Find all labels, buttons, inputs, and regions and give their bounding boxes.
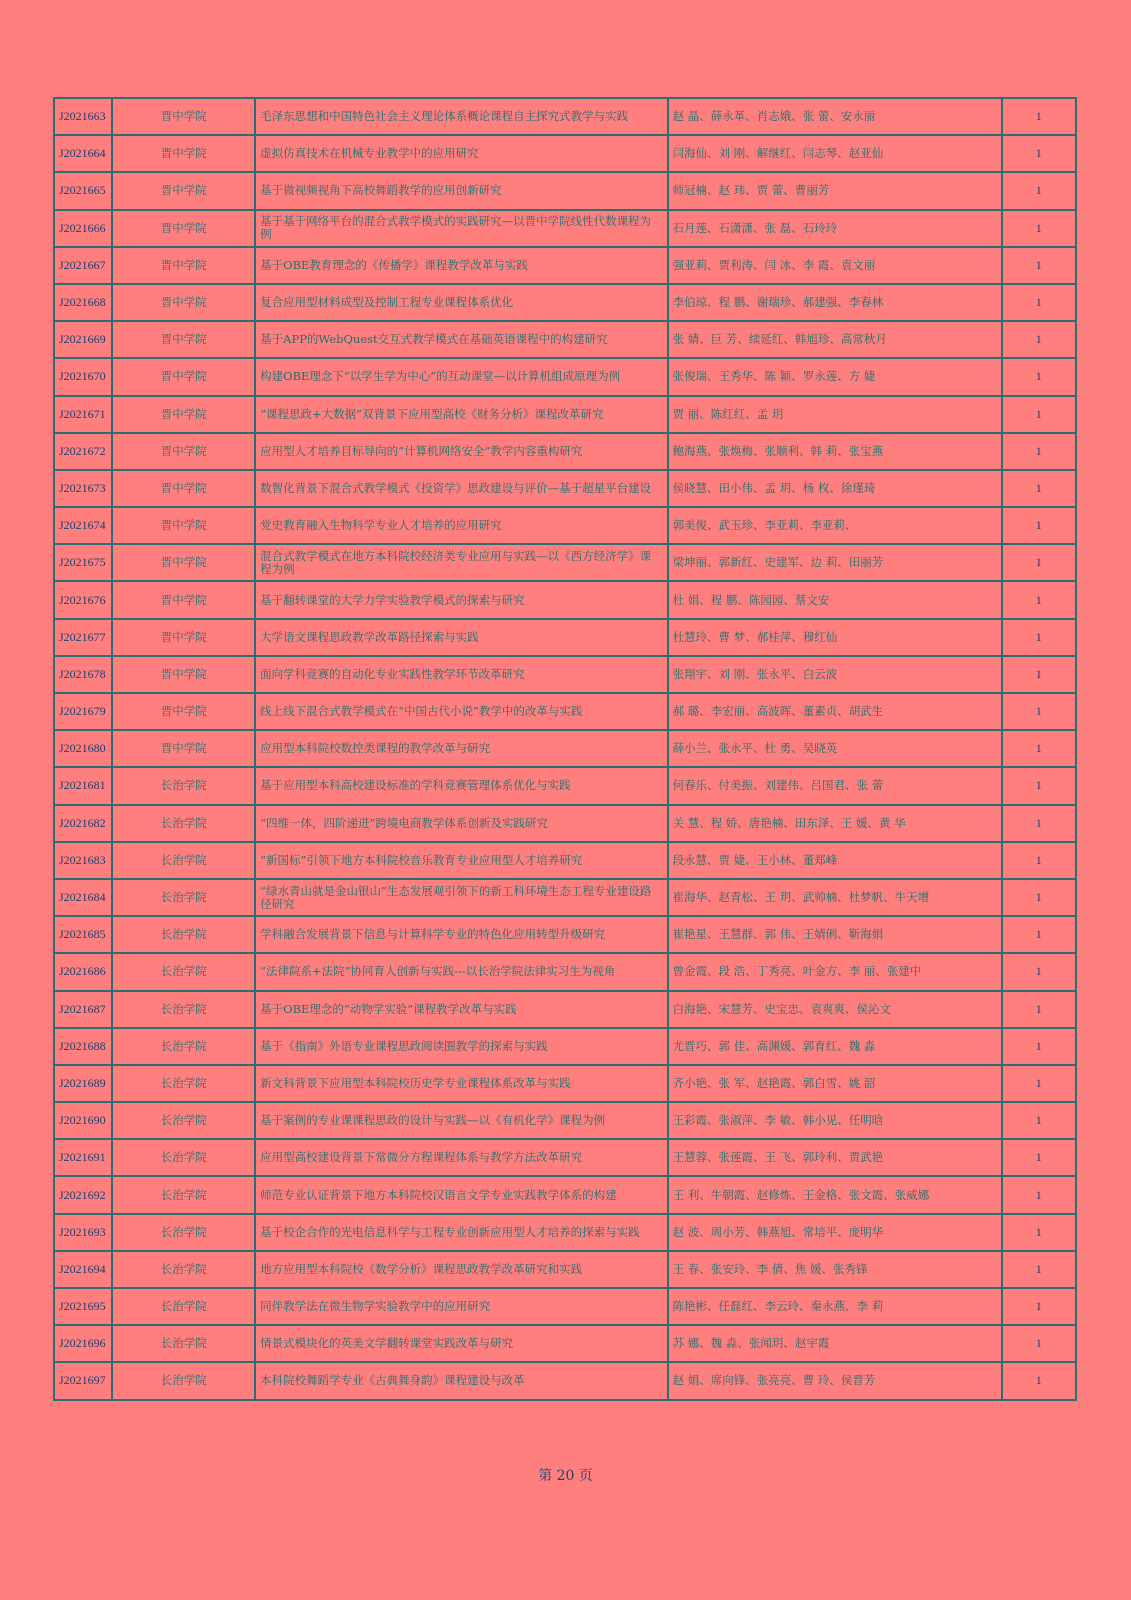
institution-cell: 长治学院 (112, 916, 255, 953)
count-cell: 1 (1002, 98, 1076, 135)
project-id-cell: J2021679 (54, 693, 112, 730)
count-cell: 1 (1002, 1176, 1076, 1213)
count-cell: 1 (1002, 172, 1076, 209)
table-row (54, 1065, 1076, 1102)
table-row (54, 507, 1076, 544)
count-cell: 1 (1002, 135, 1076, 172)
project-title-cell: 基于案例的专业课课程思政的设计与实践—以《有机化学》课程为例 (255, 1102, 667, 1139)
institution-cell: 长治学院 (112, 1028, 255, 1065)
table-row (54, 693, 1076, 730)
members-cell: 强亚莉、贾利涛、闫 冰、李 霞、袁文丽 (668, 247, 1002, 284)
table-row (54, 1176, 1076, 1213)
members-cell: 张 婧、巨 芳、续延红、韩旭珍、高常秋月 (668, 321, 1002, 358)
count-cell: 1 (1002, 842, 1076, 879)
project-id-cell: J2021688 (54, 1028, 112, 1065)
institution-cell: 晋中学院 (112, 470, 255, 507)
project-title-cell: “绿水青山就是金山银山”生态发展观引领下的新工科环境生态工程专业建设路径研究 (255, 879, 667, 916)
count-cell: 1 (1002, 544, 1076, 581)
project-id-cell: J2021693 (54, 1214, 112, 1251)
project-id-cell: J2021686 (54, 953, 112, 990)
table-row (54, 433, 1076, 470)
table-row (54, 98, 1076, 135)
table-row (54, 544, 1076, 581)
count-cell: 1 (1002, 284, 1076, 321)
institution-cell: 晋中学院 (112, 135, 255, 172)
members-cell: 王 春、张安玲、李 倩、焦 媛、张秀锋 (668, 1251, 1002, 1288)
page-footer: 第 20 页 (538, 1468, 593, 1484)
project-id-cell: J2021672 (54, 433, 112, 470)
members-cell: 白海艳、宋慧芳、史宝忠、袁爽爽、侯沁文 (668, 991, 1002, 1028)
project-table-body (54, 98, 1076, 1400)
project-title-cell: 师范专业认证背景下地方本科院校汉语言文学专业实践教学体系的构建 (255, 1176, 667, 1213)
count-cell: 1 (1002, 1362, 1076, 1399)
project-id-cell: J2021668 (54, 284, 112, 321)
project-id-cell: J2021670 (54, 358, 112, 395)
institution-cell: 长治学院 (112, 1288, 255, 1325)
table-row (54, 470, 1076, 507)
institution-cell: 晋中学院 (112, 396, 255, 433)
institution-cell: 长治学院 (112, 1362, 255, 1399)
institution-cell: 长治学院 (112, 879, 255, 916)
project-id-cell: J2021696 (54, 1325, 112, 1362)
count-cell: 1 (1002, 210, 1076, 247)
institution-cell: 晋中学院 (112, 693, 255, 730)
project-title-cell: 同伴教学法在微生物学实验教学中的应用研究 (255, 1288, 667, 1325)
project-id-cell: J2021671 (54, 396, 112, 433)
table-row (54, 396, 1076, 433)
institution-cell: 长治学院 (112, 1065, 255, 1102)
count-cell: 1 (1002, 656, 1076, 693)
members-cell: 赵 波、周小芳、韩燕旭、常培平、庞明华 (668, 1214, 1002, 1251)
table-row (54, 1362, 1076, 1399)
project-table-container (53, 97, 1077, 1401)
institution-cell: 晋中学院 (112, 544, 255, 581)
count-cell: 1 (1002, 1139, 1076, 1176)
project-id-cell: J2021665 (54, 172, 112, 209)
project-id-cell: J2021663 (54, 98, 112, 135)
project-id-cell: J2021677 (54, 619, 112, 656)
project-title-cell: 数智化背景下混合式教学模式《投资学》思政建设与评价—基于超星平台建设 (255, 470, 667, 507)
institution-cell: 晋中学院 (112, 619, 255, 656)
members-cell: 李伯琼、程 鹏、谢瑞珍、郝建强、李春林 (668, 284, 1002, 321)
project-title-cell: 应用型本科院校数控类课程的教学改革与研究 (255, 730, 667, 767)
table-row (54, 656, 1076, 693)
count-cell: 1 (1002, 396, 1076, 433)
members-cell: 王 利、牛朝霞、赵修炼、王金格、张文霞、张威娜 (668, 1176, 1002, 1213)
table-row (54, 581, 1076, 618)
project-title-cell: “法律院系+法院”协同育人创新与实践---以长治学院法律实习生为视角 (255, 953, 667, 990)
project-title-cell: 本科院校舞蹈学专业《古典舞身韵》课程建设与改革 (255, 1362, 667, 1399)
project-title-cell: 基于翻转课堂的大学力学实验教学模式的探索与研究 (255, 581, 667, 618)
institution-cell: 晋中学院 (112, 321, 255, 358)
project-title-cell: 基于OBE教育理念的《传播学》课程教学改革与实践 (255, 247, 667, 284)
count-cell: 1 (1002, 470, 1076, 507)
members-cell: 师冠楠、赵 玮、贾 蕾、曹丽芳 (668, 172, 1002, 209)
count-cell: 1 (1002, 767, 1076, 804)
members-cell: 薛小兰、张永平、杜 勇、吴晓英 (668, 730, 1002, 767)
project-id-cell: J2021687 (54, 991, 112, 1028)
table-row (54, 1251, 1076, 1288)
project-title-cell: 情景式模块化的英美文学翻转课堂实践改革与研究 (255, 1325, 667, 1362)
table-row (54, 172, 1076, 209)
institution-cell: 晋中学院 (112, 98, 255, 135)
institution-cell: 晋中学院 (112, 730, 255, 767)
table-row (54, 1325, 1076, 1362)
institution-cell: 长治学院 (112, 1251, 255, 1288)
members-cell: 赵 娟、席向锋、张亮亮、曹 玲、侯晋芳 (668, 1362, 1002, 1399)
institution-cell: 长治学院 (112, 1176, 255, 1213)
institution-cell: 晋中学院 (112, 284, 255, 321)
members-cell: 王彩霞、张淑萍、李 敏、韩小见、任明晗 (668, 1102, 1002, 1139)
members-cell: 鲍海燕、张焕梅、张顺利、韩 莉、张宝燕 (668, 433, 1002, 470)
project-table (53, 97, 1077, 1401)
project-id-cell: J2021691 (54, 1139, 112, 1176)
project-id-cell: J2021676 (54, 581, 112, 618)
project-title-cell: 学科融合发展背景下信息与计算科学专业的特色化应用转型升级研究 (255, 916, 667, 953)
project-title-cell: 构建OBE理念下“以学生学为中心”的互动课堂—以计算机组成原理为例 (255, 358, 667, 395)
institution-cell: 长治学院 (112, 767, 255, 804)
count-cell: 1 (1002, 805, 1076, 842)
members-cell: 曾金霞、段 浩、丁秀亮、叶金方、李 丽、张建中 (668, 953, 1002, 990)
members-cell: 陈艳彬、任磊红、李云玲、秦永燕、李 莉 (668, 1288, 1002, 1325)
project-title-cell: 基于《指南》外语专业课程思政阅读圈教学的探索与实践 (255, 1028, 667, 1065)
project-id-cell: J2021697 (54, 1362, 112, 1399)
institution-cell: 长治学院 (112, 805, 255, 842)
table-row (54, 247, 1076, 284)
institution-cell: 长治学院 (112, 1102, 255, 1139)
project-title-cell: 应用型人才培养目标导向的“计算机网络安全”教学内容重构研究 (255, 433, 667, 470)
institution-cell: 晋中学院 (112, 210, 255, 247)
count-cell: 1 (1002, 433, 1076, 470)
project-id-cell: J2021685 (54, 916, 112, 953)
table-row (54, 953, 1076, 990)
project-id-cell: J2021666 (54, 210, 112, 247)
table-row (54, 730, 1076, 767)
project-title-cell: 基于应用型本科高校建设标准的学科竞赛管理体系优化与实践 (255, 767, 667, 804)
table-row (54, 879, 1076, 916)
project-id-cell: J2021680 (54, 730, 112, 767)
project-id-cell: J2021695 (54, 1288, 112, 1325)
project-title-cell: 面向学科竞赛的自动化专业实践性教学环节改革研究 (255, 656, 667, 693)
count-cell: 1 (1002, 991, 1076, 1028)
project-id-cell: J2021684 (54, 879, 112, 916)
institution-cell: 晋中学院 (112, 247, 255, 284)
count-cell: 1 (1002, 1214, 1076, 1251)
count-cell: 1 (1002, 619, 1076, 656)
project-id-cell: J2021694 (54, 1251, 112, 1288)
count-cell: 1 (1002, 247, 1076, 284)
institution-cell: 晋中学院 (112, 581, 255, 618)
project-title-cell: 基于APP的WebQuest交互式教学模式在基础英语课程中的构建研究 (255, 321, 667, 358)
count-cell: 1 (1002, 507, 1076, 544)
table-row (54, 767, 1076, 804)
count-cell: 1 (1002, 693, 1076, 730)
institution-cell: 晋中学院 (112, 358, 255, 395)
institution-cell: 长治学院 (112, 953, 255, 990)
project-id-cell: J2021689 (54, 1065, 112, 1102)
table-row (54, 1102, 1076, 1139)
project-id-cell: J2021682 (54, 805, 112, 842)
project-title-cell: 基于OBE理念的“动物学实验”课程教学改革与实践 (255, 991, 667, 1028)
members-cell: 杜 娟、程 鹏、陈园园、蔡文安 (668, 581, 1002, 618)
members-cell: 侯晓慧、田小伟、孟 玥、杨 枚、徐瑾琦 (668, 470, 1002, 507)
project-title-cell: “课程思政+大数据”双背景下应用型高校《财务分析》课程改革研究 (255, 396, 667, 433)
members-cell: 张翔宇、刘 刚、张永平、白云波 (668, 656, 1002, 693)
project-title-cell: 党史教育融入生物科学专业人才培养的应用研究 (255, 507, 667, 544)
count-cell: 1 (1002, 1028, 1076, 1065)
project-id-cell: J2021667 (54, 247, 112, 284)
institution-cell: 长治学院 (112, 1139, 255, 1176)
institution-cell: 晋中学院 (112, 656, 255, 693)
count-cell: 1 (1002, 1251, 1076, 1288)
project-title-cell: “新国标”引领下地方本科院校音乐教育专业应用型人才培养研究 (255, 842, 667, 879)
project-title-cell: “四维一体，四阶递进”跨境电商教学体系创新及实践研究 (255, 805, 667, 842)
project-id-cell: J2021673 (54, 470, 112, 507)
institution-cell: 晋中学院 (112, 433, 255, 470)
institution-cell: 长治学院 (112, 1325, 255, 1362)
project-title-cell: 基于校企合作的光电信息科学与工程专业创新应用型人才培养的探索与实践 (255, 1214, 667, 1251)
members-cell: 何春乐、付美振、刘建伟、吕国君、张 蕾 (668, 767, 1002, 804)
project-title-cell: 大学语文课程思政教学改革路径探索与实践 (255, 619, 667, 656)
table-row (54, 321, 1076, 358)
project-id-cell: J2021674 (54, 507, 112, 544)
project-title-cell: 基于微视频视角下高校舞蹈教学的应用创新研究 (255, 172, 667, 209)
members-cell: 张俊瑞、王秀华、陈 颖、罗永莲、方 婕 (668, 358, 1002, 395)
institution-cell: 长治学院 (112, 842, 255, 879)
members-cell: 杜慧玲、曹 梦、郝桂萍、穆红仙 (668, 619, 1002, 656)
project-title-cell: 虚拟仿真技术在机械专业教学中的应用研究 (255, 135, 667, 172)
members-cell: 赵 晶、薛永革、肖志娥、张 蕾、安永丽 (668, 98, 1002, 135)
project-id-cell: J2021678 (54, 656, 112, 693)
table-row (54, 358, 1076, 395)
table-row (54, 1139, 1076, 1176)
members-cell: 崔艳星、王慧群、郭 伟、王婧俐、靳海娟 (668, 916, 1002, 953)
institution-cell: 晋中学院 (112, 172, 255, 209)
count-cell: 1 (1002, 879, 1076, 916)
project-id-cell: J2021692 (54, 1176, 112, 1213)
project-id-cell: J2021683 (54, 842, 112, 879)
table-row (54, 135, 1076, 172)
project-title-cell: 毛泽东思想和中国特色社会主义理论体系概论课程自主探究式教学与实践 (255, 98, 667, 135)
project-title-cell: 混合式教学模式在地方本科院校经济类专业应用与实践—以《西方经济学》课程为例 (255, 544, 667, 581)
institution-cell: 晋中学院 (112, 507, 255, 544)
table-row (54, 284, 1076, 321)
count-cell: 1 (1002, 1288, 1076, 1325)
project-title-cell: 应用型高校建设背景下常微分方程课程体系与教学方法改革研究 (255, 1139, 667, 1176)
count-cell: 1 (1002, 358, 1076, 395)
project-id-cell: J2021669 (54, 321, 112, 358)
count-cell: 1 (1002, 1102, 1076, 1139)
project-id-cell: J2021681 (54, 767, 112, 804)
project-id-cell: J2021664 (54, 135, 112, 172)
table-row (54, 1028, 1076, 1065)
table-row (54, 805, 1076, 842)
count-cell: 1 (1002, 1325, 1076, 1362)
project-title-cell: 复合应用型材料成型及控制工程专业课程体系优化 (255, 284, 667, 321)
count-cell: 1 (1002, 321, 1076, 358)
count-cell: 1 (1002, 1065, 1076, 1102)
members-cell: 王慧蓉、张莲霞、王 飞、郭玲利、贾武艳 (668, 1139, 1002, 1176)
count-cell: 1 (1002, 581, 1076, 618)
count-cell: 1 (1002, 953, 1076, 990)
count-cell: 1 (1002, 730, 1076, 767)
members-cell: 郭美俊、武玉珍、李亚莉、李亚莉、 (668, 507, 1002, 544)
members-cell: 尤晋巧、郭 佳、高渊媛、郭育红、魏 淼 (668, 1028, 1002, 1065)
members-cell: 贾 丽、陈红红、孟 玥 (668, 396, 1002, 433)
project-title-cell: 地方应用型本科院校《数学分析》课程思政教学改革研究和实践 (255, 1251, 667, 1288)
project-id-cell: J2021690 (54, 1102, 112, 1139)
members-cell: 郝 璐、李宏丽、高波晖、董素贞、胡武生 (668, 693, 1002, 730)
table-row (54, 619, 1076, 656)
members-cell: 苏 娜、魏 淼、张闻玥、赵宇霞 (668, 1325, 1002, 1362)
members-cell: 段永慧、贾 婕、王小林、董郑峰 (668, 842, 1002, 879)
members-cell: 崔海华、赵青松、王 玥、武帅楠、杜梦帆、牛天增 (668, 879, 1002, 916)
table-row (54, 1288, 1076, 1325)
project-title-cell: 线上线下混合式教学模式在“中国古代小说”教学中的改革与实践 (255, 693, 667, 730)
table-row (54, 916, 1076, 953)
table-row (54, 210, 1076, 247)
project-id-cell: J2021675 (54, 544, 112, 581)
members-cell: 梁坤丽、郭新红、史建军、边 莉、田丽芳 (668, 544, 1002, 581)
project-title-cell: 基于基于网络平台的混合式教学模式的实践研究—以晋中学院线性代数课程为例 (255, 210, 667, 247)
members-cell: 闫海仙、刘 刚、解继红、闫志琴、赵亚仙 (668, 135, 1002, 172)
members-cell: 关 慧、程 娇、唐艳楠、田东泽、王 媛、黄 华 (668, 805, 1002, 842)
table-row (54, 842, 1076, 879)
count-cell: 1 (1002, 916, 1076, 953)
project-title-cell: 新文科背景下应用型本科院校历史学专业课程体系改革与实践 (255, 1065, 667, 1102)
institution-cell: 长治学院 (112, 1214, 255, 1251)
institution-cell: 长治学院 (112, 991, 255, 1028)
members-cell: 石月莲、石潇潇、张 磊、石玲玲 (668, 210, 1002, 247)
table-row (54, 991, 1076, 1028)
members-cell: 齐小艳、张 军、赵艳霞、郭白雪、姚 韶 (668, 1065, 1002, 1102)
table-row (54, 1214, 1076, 1251)
